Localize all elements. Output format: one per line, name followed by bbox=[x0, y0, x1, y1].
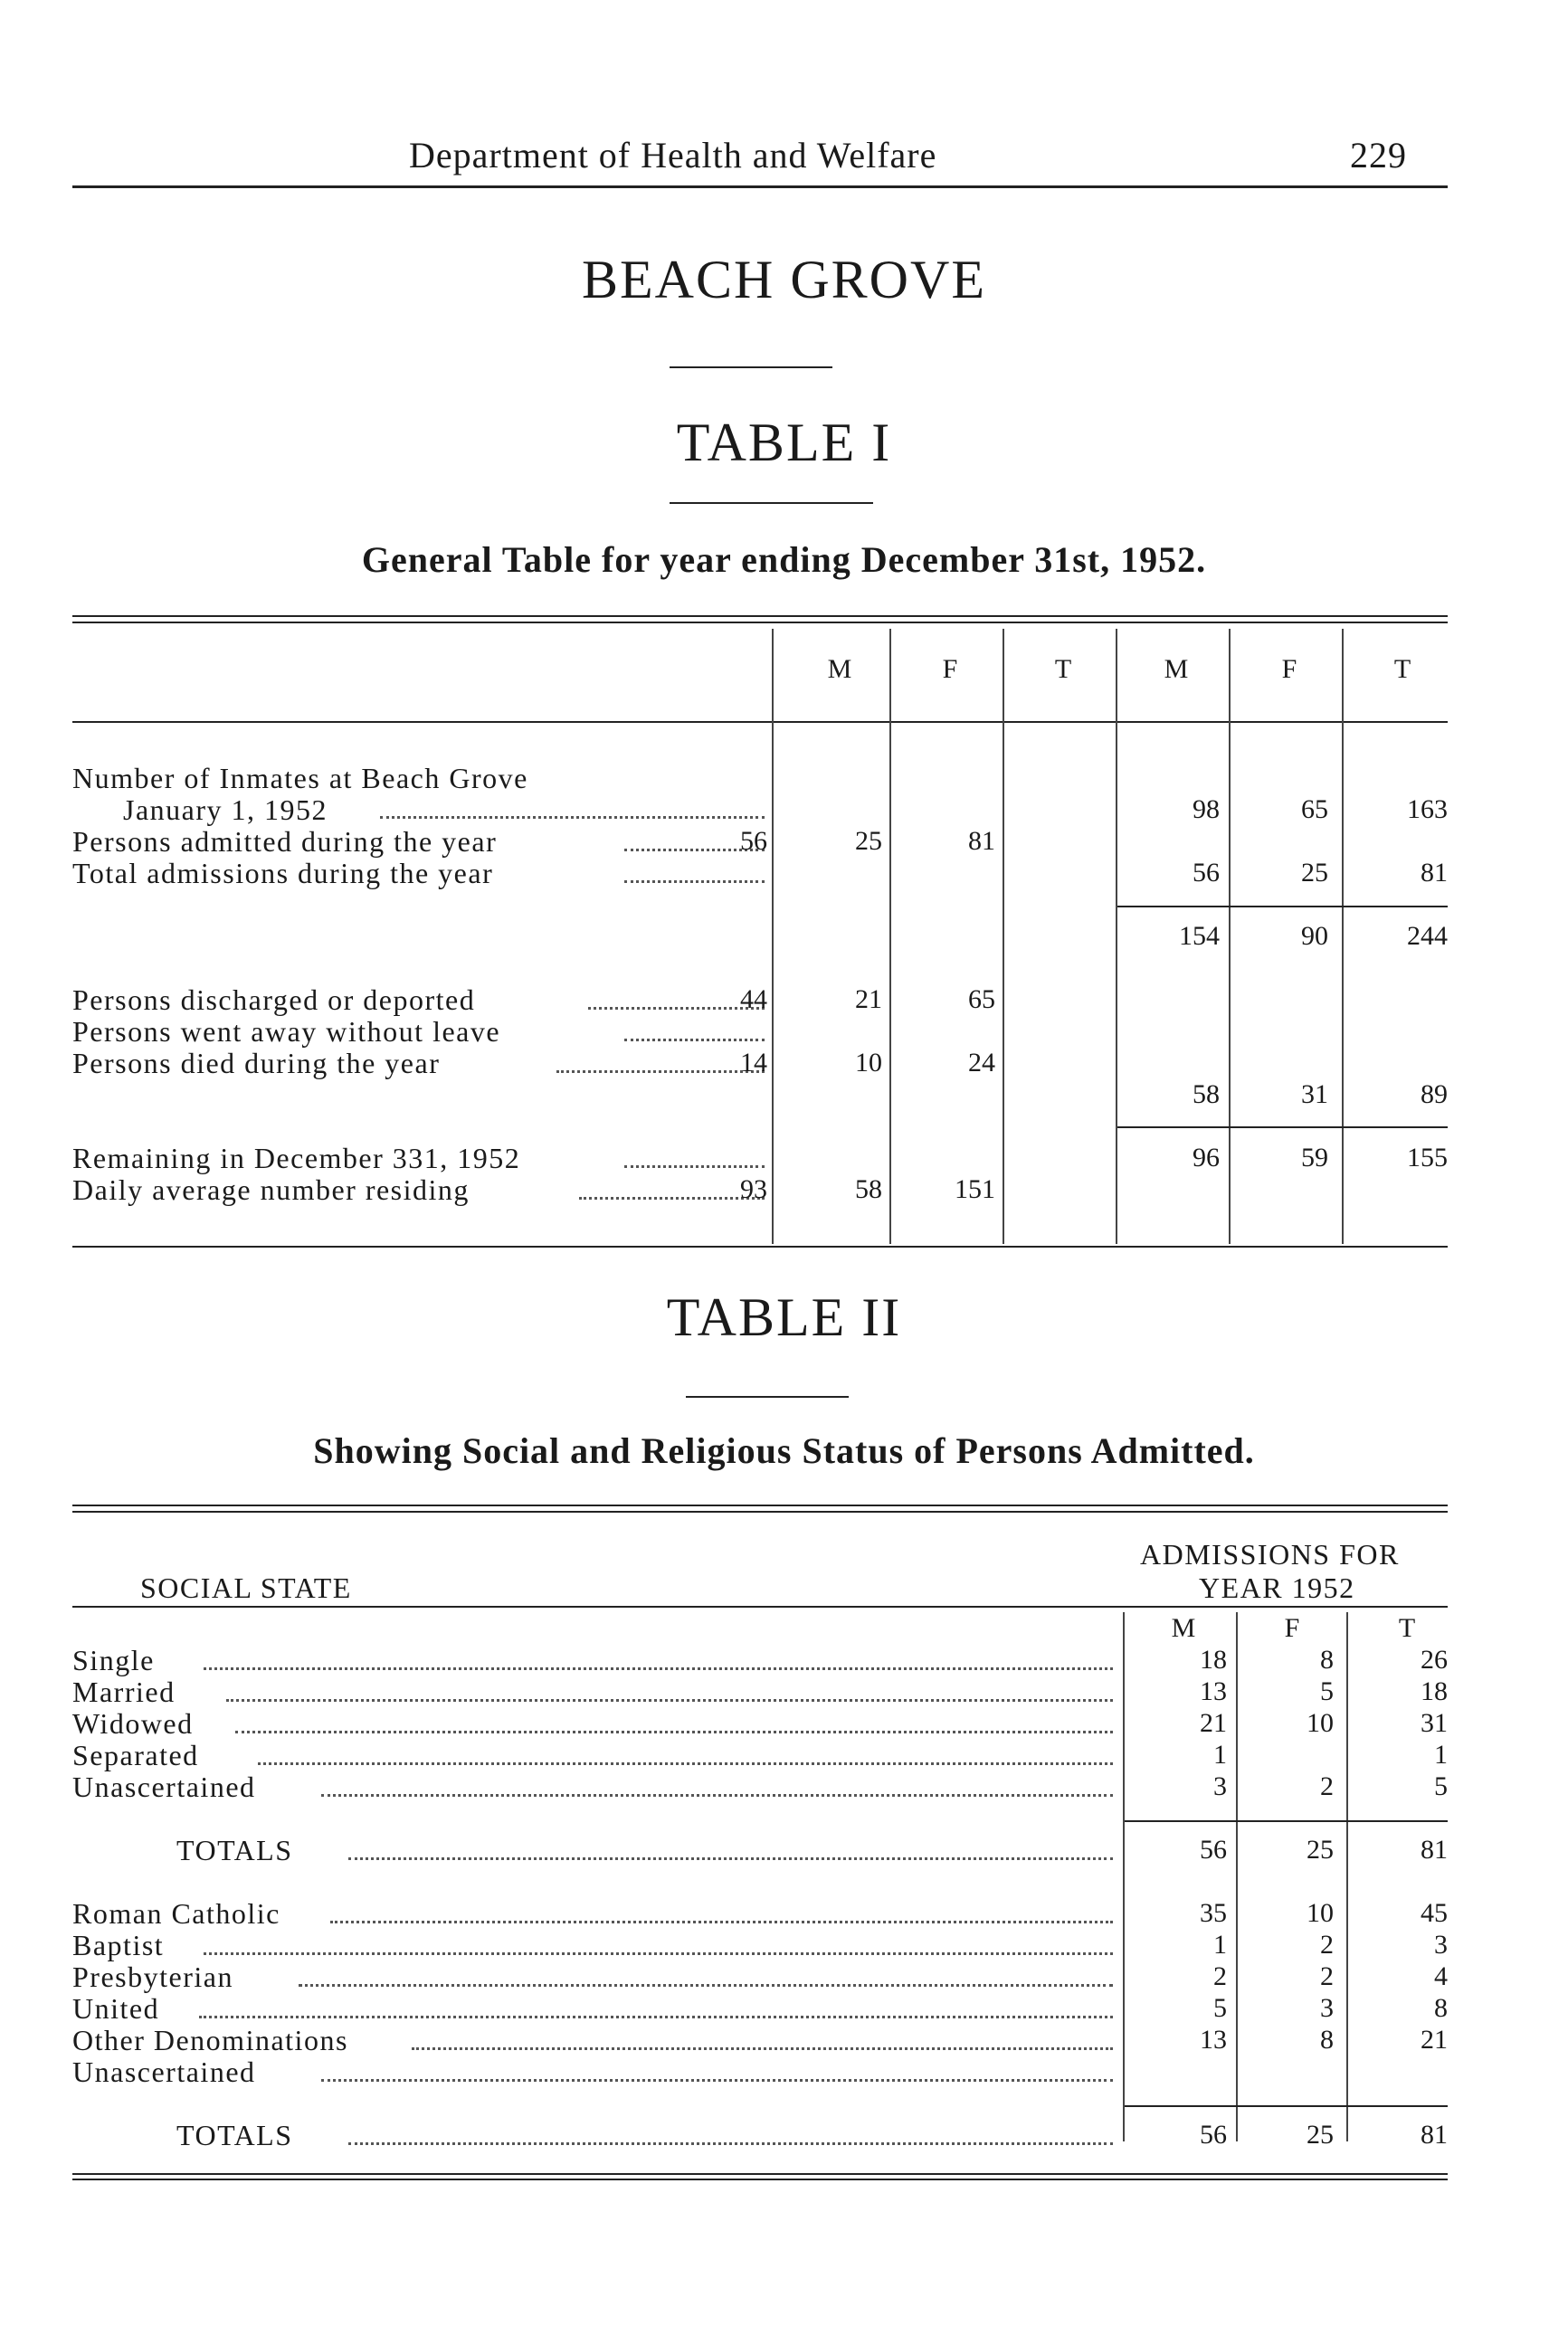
religion-row-label: Presbyterian bbox=[72, 1960, 233, 1993]
religion-row-label: United bbox=[72, 1992, 160, 2025]
religion-row-label: Unascertained bbox=[72, 2055, 256, 2088]
religion-totals-label: TOTALS bbox=[176, 2119, 293, 2151]
leader-dots bbox=[330, 1921, 1113, 1923]
religion-total-rule bbox=[1125, 2105, 1448, 2107]
table2-bottom-rule-2 bbox=[72, 2179, 1448, 2180]
social-row-t: 1 bbox=[1434, 1740, 1448, 1770]
subtotal-t: 244 bbox=[1407, 921, 1448, 951]
table1-col-header-m2: M bbox=[1164, 654, 1189, 684]
social-row-t: 26 bbox=[1421, 1645, 1448, 1675]
social-row-m: 3 bbox=[1213, 1771, 1227, 1801]
social-row-f: 5 bbox=[1320, 1676, 1334, 1706]
religion-total-m: 56 bbox=[1200, 2120, 1227, 2150]
religion-row-f: 2 bbox=[1320, 1930, 1334, 1960]
admissions-header: ADMISSIONS FOR bbox=[1140, 1538, 1400, 1571]
table2-header-rule bbox=[72, 1606, 1448, 1608]
row-label-remaining: Remaining in December 331, 1952 bbox=[72, 1142, 521, 1174]
remaining-m: 96 bbox=[1193, 1143, 1220, 1172]
row-label-discharged: Persons discharged or deported bbox=[72, 983, 476, 1016]
table1-title-divider bbox=[670, 502, 873, 504]
social-row-m: 18 bbox=[1200, 1645, 1227, 1675]
leader-dots bbox=[624, 1039, 765, 1041]
social-totals-label: TOTALS bbox=[176, 1834, 293, 1866]
leader-dots bbox=[226, 1699, 1113, 1702]
remaining-t: 155 bbox=[1407, 1143, 1448, 1172]
table1-top-rule bbox=[72, 615, 1448, 617]
table1-col-header-m1: M bbox=[827, 654, 852, 684]
discharged-f: 21 bbox=[855, 984, 882, 1014]
total-adm-f: 25 bbox=[1301, 858, 1328, 888]
leader-dots bbox=[348, 2142, 1113, 2145]
table2-title-divider bbox=[686, 1396, 849, 1398]
table2-col-header-m: M bbox=[1171, 1613, 1196, 1643]
admitted-m: 56 bbox=[740, 826, 767, 856]
table2-subtitle: Showing Social and Religious Status of Persons Admitted. bbox=[313, 1430, 1255, 1471]
header-rule bbox=[72, 185, 1448, 188]
leader-dots bbox=[380, 816, 765, 819]
religion-row-label: Baptist bbox=[72, 1929, 165, 1961]
religion-row-f: 8 bbox=[1320, 2025, 1334, 2055]
table1-col-header-f2: F bbox=[1281, 654, 1297, 684]
religion-row-t: 8 bbox=[1434, 1993, 1448, 2023]
leader-dots bbox=[624, 1165, 765, 1168]
page-number: 229 bbox=[1350, 135, 1407, 176]
table1-header-rule bbox=[72, 721, 1448, 723]
leader-dots bbox=[412, 2047, 1113, 2050]
table2-col-header-f: F bbox=[1284, 1613, 1300, 1643]
religion-row-m: 2 bbox=[1213, 1961, 1227, 1991]
out-total-m: 58 bbox=[1193, 1079, 1220, 1109]
row-label-awol: Persons went away without leave bbox=[72, 1015, 501, 1048]
admissions-year-header: YEAR 1952 bbox=[1199, 1571, 1355, 1604]
died-t: 24 bbox=[968, 1048, 995, 1078]
table1-col-divider bbox=[889, 629, 891, 1244]
daily-f: 58 bbox=[855, 1174, 882, 1204]
table1-top-rule-2 bbox=[72, 622, 1448, 623]
table1-title: TABLE I bbox=[676, 413, 892, 472]
remaining-f: 59 bbox=[1301, 1143, 1328, 1172]
leader-dots bbox=[199, 2016, 1113, 2018]
table1-col-divider bbox=[1003, 629, 1004, 1244]
total-adm-t: 81 bbox=[1421, 858, 1448, 888]
social-total-m: 56 bbox=[1200, 1835, 1227, 1865]
religion-total-t: 81 bbox=[1421, 2120, 1448, 2150]
social-row-t: 31 bbox=[1421, 1708, 1448, 1738]
religion-row-f: 2 bbox=[1320, 1961, 1334, 1991]
leader-dots bbox=[348, 1857, 1113, 1860]
social-row-t: 5 bbox=[1434, 1771, 1448, 1801]
discharged-m: 44 bbox=[740, 984, 767, 1014]
leader-dots bbox=[624, 880, 765, 883]
table2-title: TABLE II bbox=[666, 1287, 902, 1347]
daily-t: 151 bbox=[955, 1174, 995, 1204]
social-row-m: 1 bbox=[1213, 1740, 1227, 1770]
religion-row-t: 21 bbox=[1421, 2025, 1448, 2055]
table1-subtitle: General Table for year ending December 31st, 1952. bbox=[361, 539, 1207, 580]
inmates-f: 65 bbox=[1301, 794, 1328, 824]
social-row-label: Widowed bbox=[72, 1707, 194, 1740]
table1-bottom-rule bbox=[72, 1246, 1448, 1248]
religion-row-t: 3 bbox=[1434, 1930, 1448, 1960]
religion-row-m: 13 bbox=[1200, 2025, 1227, 2055]
table1-col-divider bbox=[772, 629, 774, 1244]
social-state-header: SOCIAL STATE bbox=[140, 1571, 352, 1604]
religion-row-m: 5 bbox=[1213, 1993, 1227, 2023]
social-total-t: 81 bbox=[1421, 1835, 1448, 1865]
leader-dots bbox=[321, 2079, 1113, 2082]
social-row-f: 2 bbox=[1320, 1771, 1334, 1801]
social-row-m: 21 bbox=[1200, 1708, 1227, 1738]
religion-row-m: 35 bbox=[1200, 1898, 1227, 1928]
out-total-f: 31 bbox=[1301, 1079, 1328, 1109]
table1-col-header-t1: T bbox=[1054, 654, 1072, 684]
subtotal-f: 90 bbox=[1301, 921, 1328, 951]
row-label-total-admissions: Total admissions during the year bbox=[72, 857, 494, 889]
leader-dots bbox=[258, 1762, 1113, 1765]
religion-row-t: 45 bbox=[1421, 1898, 1448, 1928]
daily-m: 93 bbox=[740, 1174, 767, 1204]
table2-bottom-rule bbox=[72, 2173, 1448, 2175]
subtotal-rule bbox=[1117, 906, 1448, 907]
running-header-title: Department of Health and Welfare bbox=[409, 135, 937, 176]
admitted-t: 81 bbox=[968, 826, 995, 856]
table2-col-header-t: T bbox=[1398, 1613, 1416, 1643]
died-f: 10 bbox=[855, 1048, 882, 1078]
row-label-daily-average: Daily average number residing bbox=[72, 1173, 470, 1206]
religion-row-t: 4 bbox=[1434, 1961, 1448, 1991]
leader-dots bbox=[204, 1667, 1113, 1670]
leader-dots bbox=[235, 1731, 1113, 1733]
admitted-f: 25 bbox=[855, 826, 882, 856]
social-row-m: 13 bbox=[1200, 1676, 1227, 1706]
religion-row-f: 3 bbox=[1320, 1993, 1334, 2023]
social-total-f: 25 bbox=[1307, 1835, 1334, 1865]
leader-dots bbox=[204, 1952, 1113, 1955]
inmates-m: 98 bbox=[1193, 794, 1220, 824]
title-divider bbox=[670, 366, 832, 368]
died-m: 14 bbox=[740, 1048, 767, 1078]
out-total-t: 89 bbox=[1421, 1079, 1448, 1109]
row-label-inmates: Number of Inmates at Beach Grove bbox=[72, 762, 528, 794]
discharged-t: 65 bbox=[968, 984, 995, 1014]
row-label-admitted: Persons admitted during the year bbox=[72, 825, 498, 858]
social-row-label: Unascertained bbox=[72, 1771, 256, 1803]
leader-dots bbox=[299, 1984, 1113, 1987]
out-total-rule bbox=[1117, 1126, 1448, 1128]
subtotal-m: 154 bbox=[1179, 921, 1220, 951]
table2-top-rule-2 bbox=[72, 1511, 1448, 1513]
inmates-t: 163 bbox=[1407, 794, 1448, 824]
social-total-rule bbox=[1125, 1820, 1448, 1822]
religion-row-f: 10 bbox=[1307, 1898, 1334, 1928]
social-row-label: Single bbox=[72, 1644, 155, 1676]
social-row-f: 10 bbox=[1307, 1708, 1334, 1738]
religion-total-f: 25 bbox=[1307, 2120, 1334, 2150]
leader-dots bbox=[321, 1794, 1113, 1797]
total-adm-m: 56 bbox=[1193, 858, 1220, 888]
social-row-label: Separated bbox=[72, 1739, 199, 1771]
social-row-t: 18 bbox=[1421, 1676, 1448, 1706]
row-label-died: Persons died during the year bbox=[72, 1047, 441, 1079]
table1-col-header-f1: F bbox=[942, 654, 958, 684]
social-row-label: Married bbox=[72, 1676, 176, 1708]
religion-row-m: 1 bbox=[1213, 1930, 1227, 1960]
religion-row-label: Roman Catholic bbox=[72, 1897, 280, 1930]
social-row-f: 8 bbox=[1320, 1645, 1334, 1675]
table1-col-header-t2: T bbox=[1393, 654, 1411, 684]
institution-title: BEACH GROVE bbox=[581, 250, 986, 309]
row-label-inmates-date: January 1, 1952 bbox=[123, 793, 328, 826]
religion-row-label: Other Denominations bbox=[72, 2024, 348, 2056]
table2-top-rule bbox=[72, 1505, 1448, 1506]
